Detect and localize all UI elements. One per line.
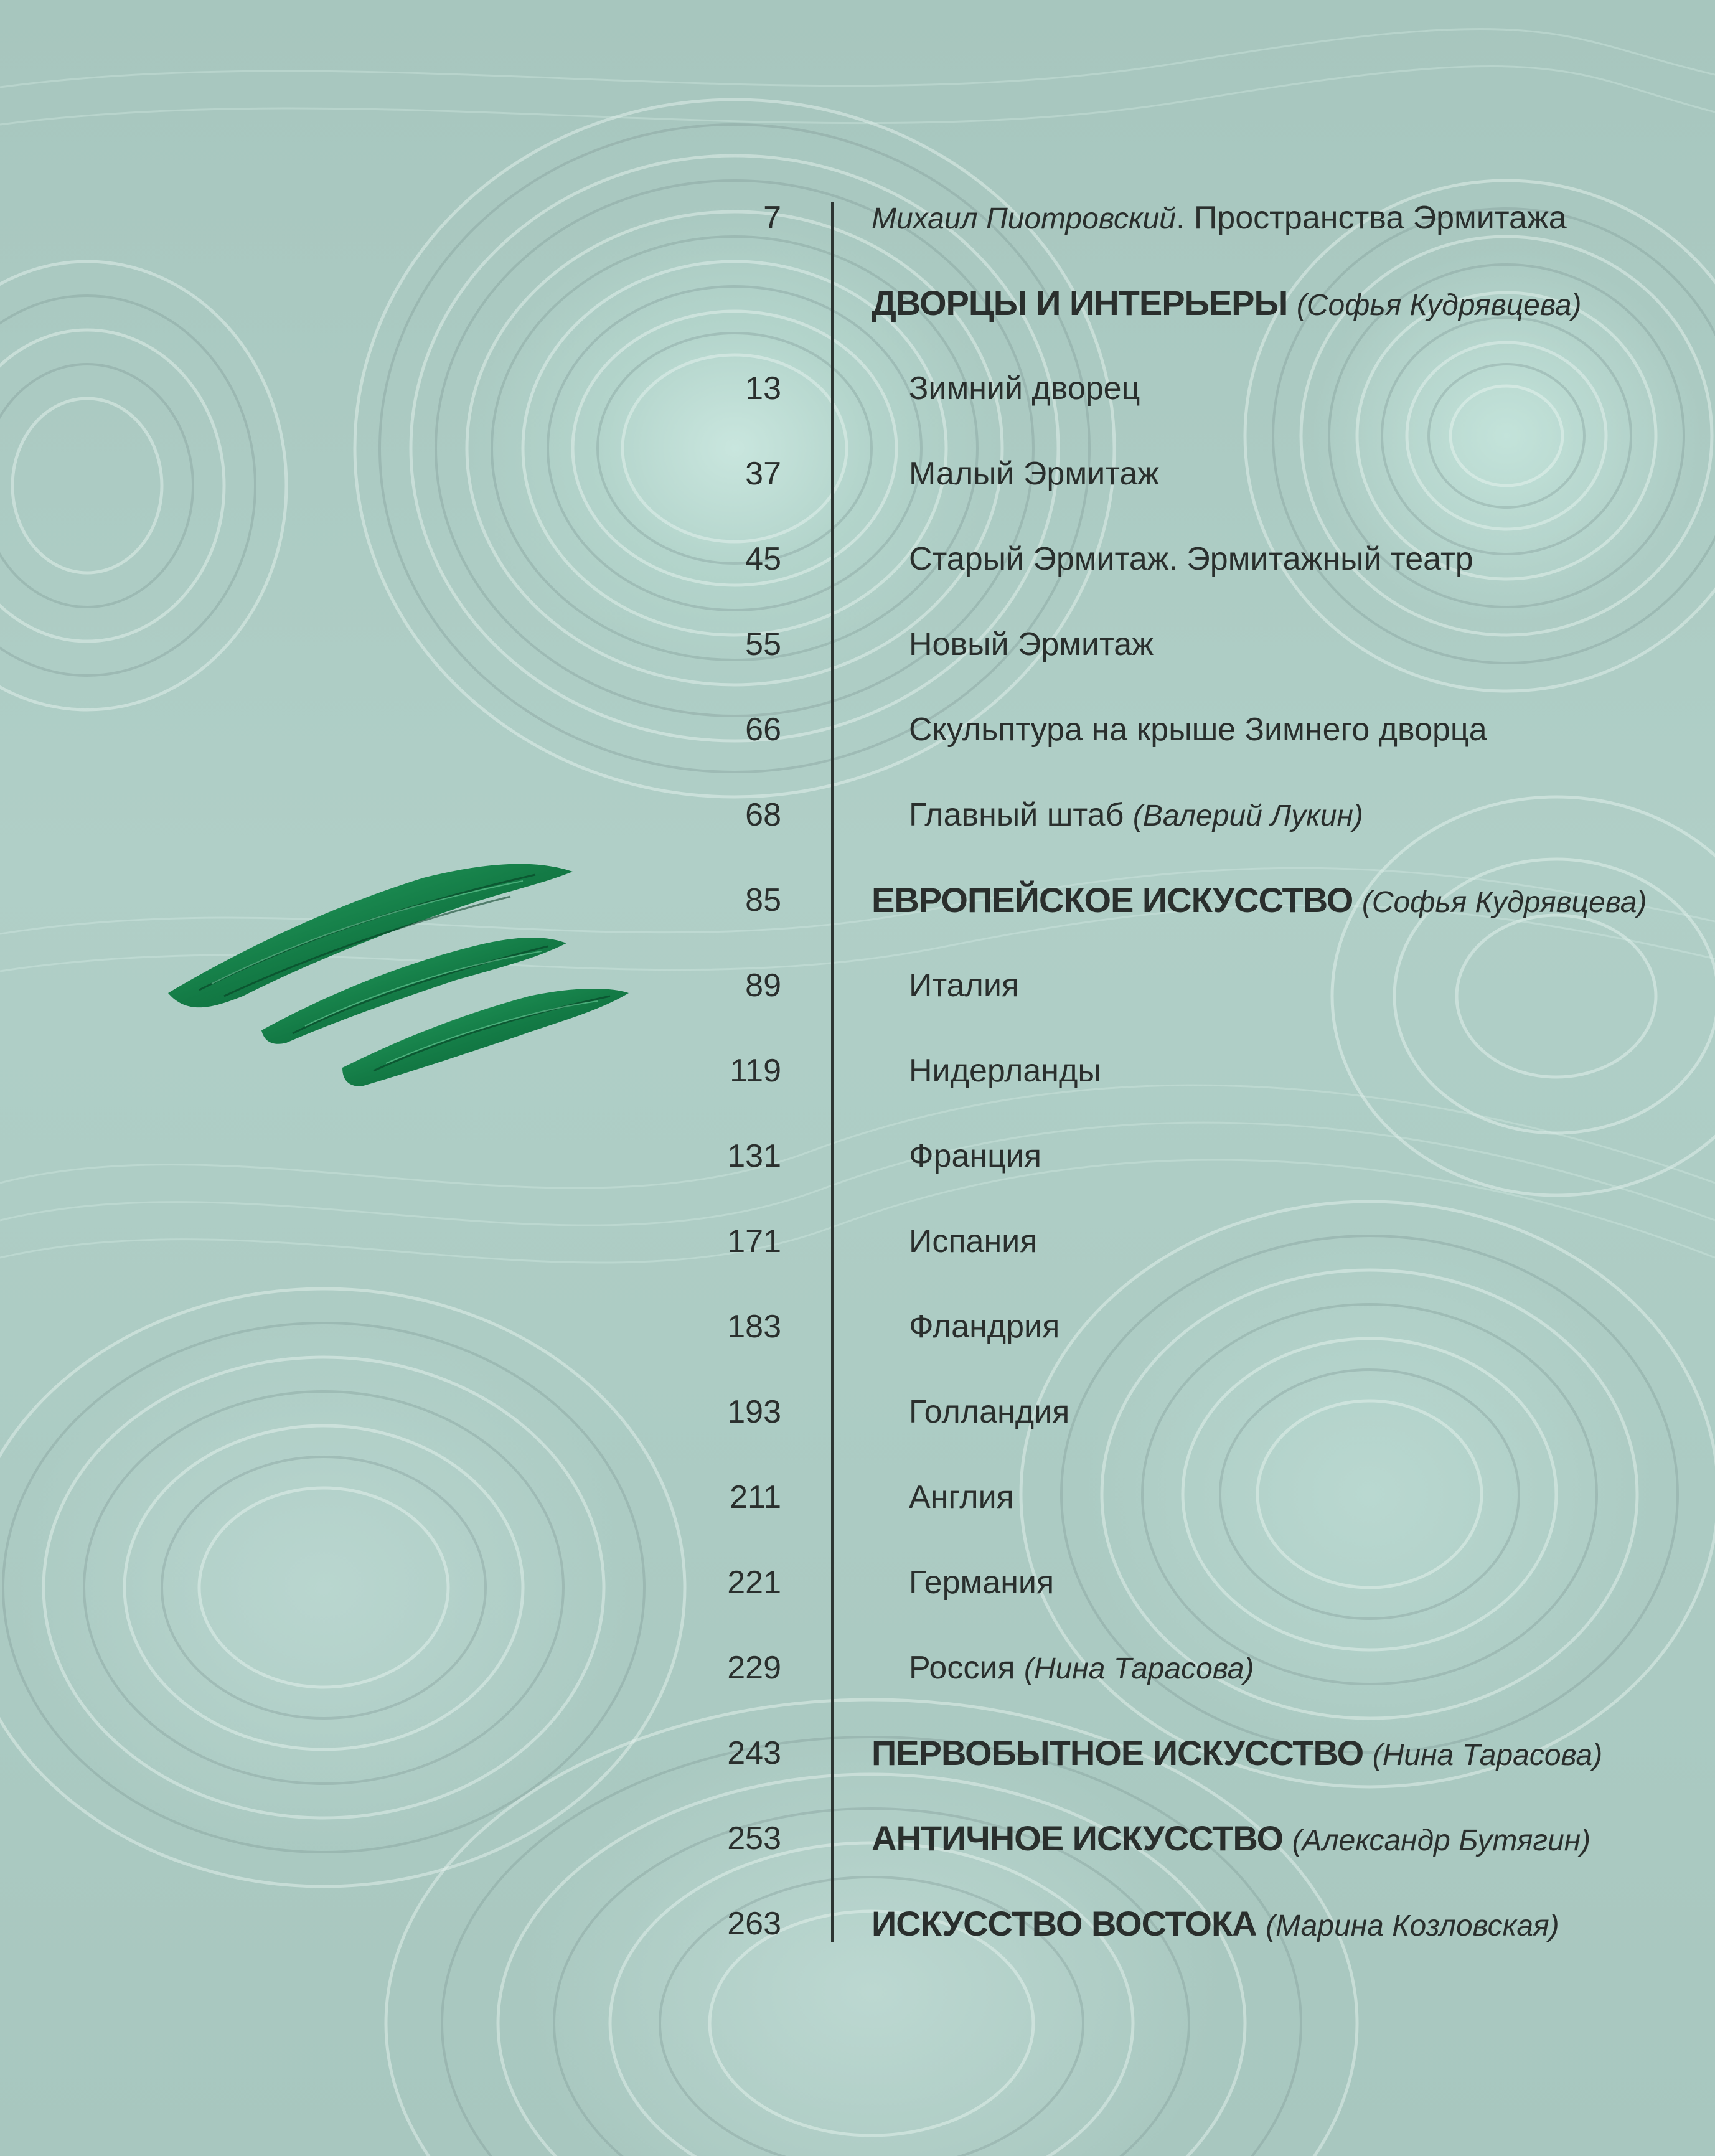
- toc-sub-entry: [909, 1125, 1041, 1187]
- toc-page-number: 243: [727, 1735, 781, 1771]
- toc-page-number: 13: [745, 370, 781, 407]
- toc-row: [0, 357, 1715, 420]
- toc-title: Малый Эрмитаж: [909, 456, 1160, 492]
- toc-title: Скульптура на крыше Зимнего дворца: [909, 712, 1487, 748]
- toc-page-number: 85: [745, 882, 781, 918]
- toc-author: (Нина Тарасова): [1023, 1652, 1254, 1685]
- toc-page-number: 7: [763, 200, 781, 236]
- toc-sub-entry: [909, 443, 1159, 505]
- toc-row: [0, 613, 1715, 676]
- toc-row: [0, 1125, 1715, 1187]
- toc-title: . Пространства Эрмитажа: [1176, 200, 1567, 236]
- toc-page-number: 253: [727, 1820, 781, 1857]
- toc-sub-entry: [909, 1637, 1254, 1700]
- toc-author: (Софья Кудрявцева): [1296, 289, 1582, 322]
- toc-row: [0, 1893, 1715, 1955]
- toc-title: Италия: [909, 967, 1020, 1004]
- toc-row: [0, 1381, 1715, 1443]
- toc-sub-entry: [909, 784, 1363, 847]
- toc-page-number: 89: [745, 967, 781, 1004]
- toc-page-number: 193: [727, 1394, 781, 1430]
- toc-section-entry: [872, 1893, 1559, 1957]
- toc-title: Нидерланды: [909, 1053, 1101, 1089]
- toc-page-number: 68: [745, 797, 781, 833]
- toc-page-number: 171: [727, 1223, 781, 1259]
- toc-sub-entry: [909, 954, 1019, 1017]
- toc-page-number: 263: [727, 1906, 781, 1942]
- toc-sub-entry: [909, 699, 1487, 761]
- toc-row: [0, 1807, 1715, 1870]
- toc-title: Зимний дворец: [909, 370, 1140, 407]
- toc-author: (Валерий Лукин): [1132, 799, 1363, 832]
- toc-row: [0, 699, 1715, 761]
- toc-sub-entry: [909, 357, 1140, 420]
- toc-page-number: 55: [745, 626, 781, 662]
- toc-title: Главный штаб: [909, 797, 1124, 833]
- toc-page-number: 119: [730, 1053, 781, 1089]
- toc-intro-row: [0, 187, 1715, 249]
- toc-title: Англия: [909, 1479, 1014, 1515]
- toc-section-entry: [872, 1722, 1602, 1787]
- toc-sub-entry: [909, 528, 1473, 590]
- toc-title: Россия: [909, 1650, 1015, 1686]
- toc-author: (Софья Кудрявцева): [1361, 886, 1647, 919]
- toc-sub-entry: [909, 1381, 1069, 1443]
- toc-title: ИСКУССТВО ВОСТОКА: [872, 1904, 1257, 1943]
- toc-sub-entry: [909, 1551, 1054, 1614]
- toc-title: Фландрия: [909, 1309, 1060, 1345]
- toc-sub-entry: [909, 1040, 1101, 1102]
- toc-title: Голландия: [909, 1394, 1070, 1430]
- toc-title: ЕВРОПЕЙСКОЕ ИСКУССТВО: [872, 880, 1353, 920]
- toc-section-entry: [872, 869, 1647, 934]
- toc-sub-entry: [909, 1296, 1060, 1358]
- toc-title: ПЕРВОБЫТНОЕ ИСКУССТВО: [872, 1733, 1364, 1772]
- toc-section-entry: [872, 1807, 1590, 1872]
- toc-page-number: 66: [745, 712, 781, 748]
- toc-row: [0, 784, 1715, 846]
- toc-page-number: 211: [730, 1479, 781, 1515]
- toc-row: [0, 1040, 1715, 1102]
- toc-title: Франция: [909, 1138, 1042, 1174]
- toc-title: Германия: [909, 1565, 1055, 1601]
- toc-row: [0, 528, 1715, 590]
- toc-sub-entry: [909, 613, 1154, 676]
- toc-author: Михаил Пиотровский: [872, 202, 1176, 235]
- toc-sub-entry: [909, 1210, 1037, 1273]
- toc-author: (Александр Бутягин): [1292, 1824, 1591, 1857]
- toc-row: [0, 1722, 1715, 1784]
- toc-page-number: 37: [745, 456, 781, 492]
- toc-row: [0, 954, 1715, 1017]
- toc-title: Старый Эрмитаж. Эрмитажный театр: [909, 541, 1473, 577]
- toc-row: [0, 1210, 1715, 1273]
- toc-section-entry: [872, 272, 1582, 337]
- toc-page-number: 183: [727, 1309, 781, 1345]
- toc-page-number: 229: [727, 1650, 781, 1686]
- toc-author: (Нина Тарасова): [1372, 1739, 1603, 1772]
- toc-row: [0, 1466, 1715, 1528]
- toc-page-number: 221: [727, 1565, 781, 1601]
- toc-row: [0, 1637, 1715, 1699]
- toc-row: [0, 443, 1715, 505]
- toc-intro-entry: [872, 187, 1567, 250]
- toc-page-number: 45: [745, 541, 781, 577]
- toc-page-number: 131: [727, 1138, 781, 1174]
- toc-row: [0, 1296, 1715, 1358]
- toc-title: Испания: [909, 1223, 1038, 1259]
- toc-title: АНТИЧНОЕ ИСКУССТВО: [872, 1819, 1283, 1858]
- toc-title: ДВОРЦЫ И ИНТЕРЬЕРЫ: [872, 283, 1288, 322]
- toc-row: [0, 1551, 1715, 1614]
- toc-title: Новый Эрмитаж: [909, 626, 1154, 662]
- toc-row: [0, 869, 1715, 931]
- toc-author: (Марина Козловская): [1266, 1909, 1559, 1942]
- toc-sub-entry: [909, 1466, 1014, 1528]
- toc-row: [0, 272, 1715, 334]
